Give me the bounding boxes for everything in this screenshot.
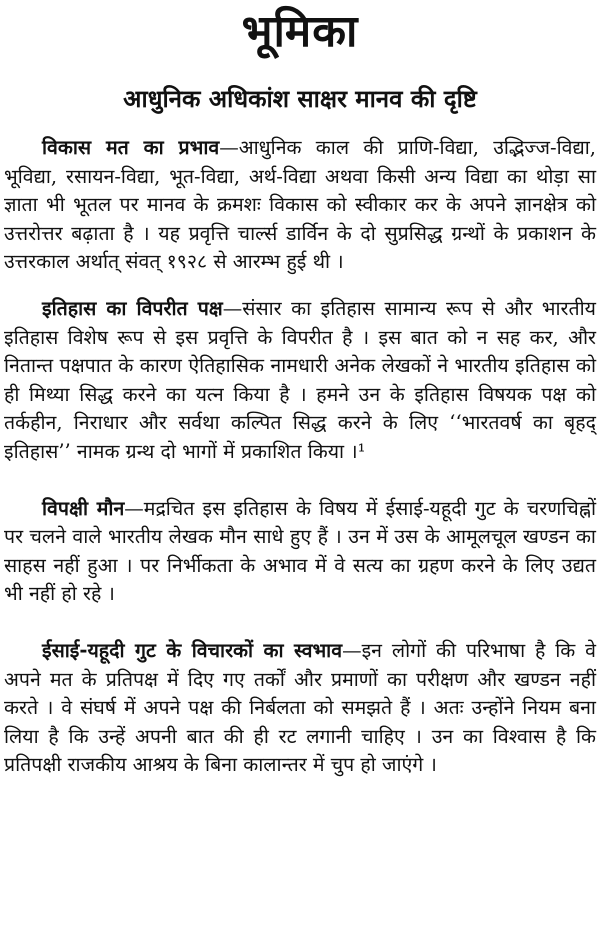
paragraph-body: —इन लोगों की परिभाषा है कि वे अपने मत के प्रतिपक्ष में दिए गए तर्कों और प्रमाणों का परीक्षण और खण्डन नहीं करते । वे संघर्ष में अपने पक्ष की निर्बलता को समझते हैं । अतः उन्होंने नियम बना लिया है कि उन्हें अपनी बात की ही रट लगानी चाहिए । उन का विश्वास है कि प्रतिपक्षी राजकीय आश्रय के बिना कालान्तर में चुप हो जाएंगे । (4, 638, 596, 777)
paragraph-vicharak-swabhav (4, 637, 596, 780)
paragraph-body: —मद्रचित इस इतिहास के विषय में ईसाई-यहूदी गुट के चरणचिह्नों पर चलने वाले भारतीय लेखक मौन साधे हुए हैं । उन में उस के आमूलचूल खण्डन का साहस नहीं हुआ । पर निर्भीकता के अभाव में वे सत्य का ग्रहण करने के लिए उद्यत भी नहीं हो रहे । (4, 496, 596, 606)
paragraph-heading: विकास मत का प्रभाव (42, 136, 220, 159)
paragraph-vikas-mat (4, 134, 596, 277)
paragraph-vipakshi-maun (4, 495, 596, 609)
page-subtitle: आधुनिक अधिकांश साक्षर मानव की दृष्टि (123, 85, 477, 113)
paragraph-heading: ईसाई-यहूदी गुट के विचारकों का स्वभाव (42, 638, 343, 662)
paragraph-itihas-vipreet (4, 295, 596, 467)
paragraph-body: —संसार का इतिहास सामान्य रूप से और भारतीय इतिहास विशेष रूप से इस प्रवृत्ति के विपरीत है । इस बात को न सह कर, और नितान्त पक्षपात के कारण ऐतिहासिक नामधारी अनेक लेखकों ने भारतीय इतिहास को ही मिथ्या सिद्ध करने का यत्न किया है । हमने उन के इतिहास विषयक पक्ष को तर्कहीन, निराधार और सर्वथा कल्पित सिद्ध करने के लिए ‘‘भारतवर्ष का बृहद्‌ इतिहास’’ नामक ग्रन्थ दो भागों में प्रकाशित किया ।¹ (4, 296, 596, 463)
paragraph-heading: विपक्षी मौन (42, 496, 125, 520)
paragraph-body: —आधुनिक काल की प्राणि-विद्या, उद्भिज्ज-विद्या, भूविद्या, रसायन-विद्या, भूत-विद्या, अर्थ-विद्या अथवा किसी अन्य विद्या का थोड़ा सा ज्ञाता भी भूतल पर मानव के क्रमशः विकास को स्वीकार कर के अपने ज्ञानक्षेत्र को उत्तरोत्तर बढ़ाता है । यह प्रवृत्ति चार्ल्स डार्विन के दो सुप्रसिद्ध ग्रन्थों के प्रकाशन के उत्तरकाल अर्थात् संवत् १९२८ से आरम्भ हुई थी । (4, 136, 596, 274)
paragraph-heading: इतिहास का विपरीत पक्ष (42, 296, 223, 320)
page-title: भूमिका (241, 6, 359, 57)
